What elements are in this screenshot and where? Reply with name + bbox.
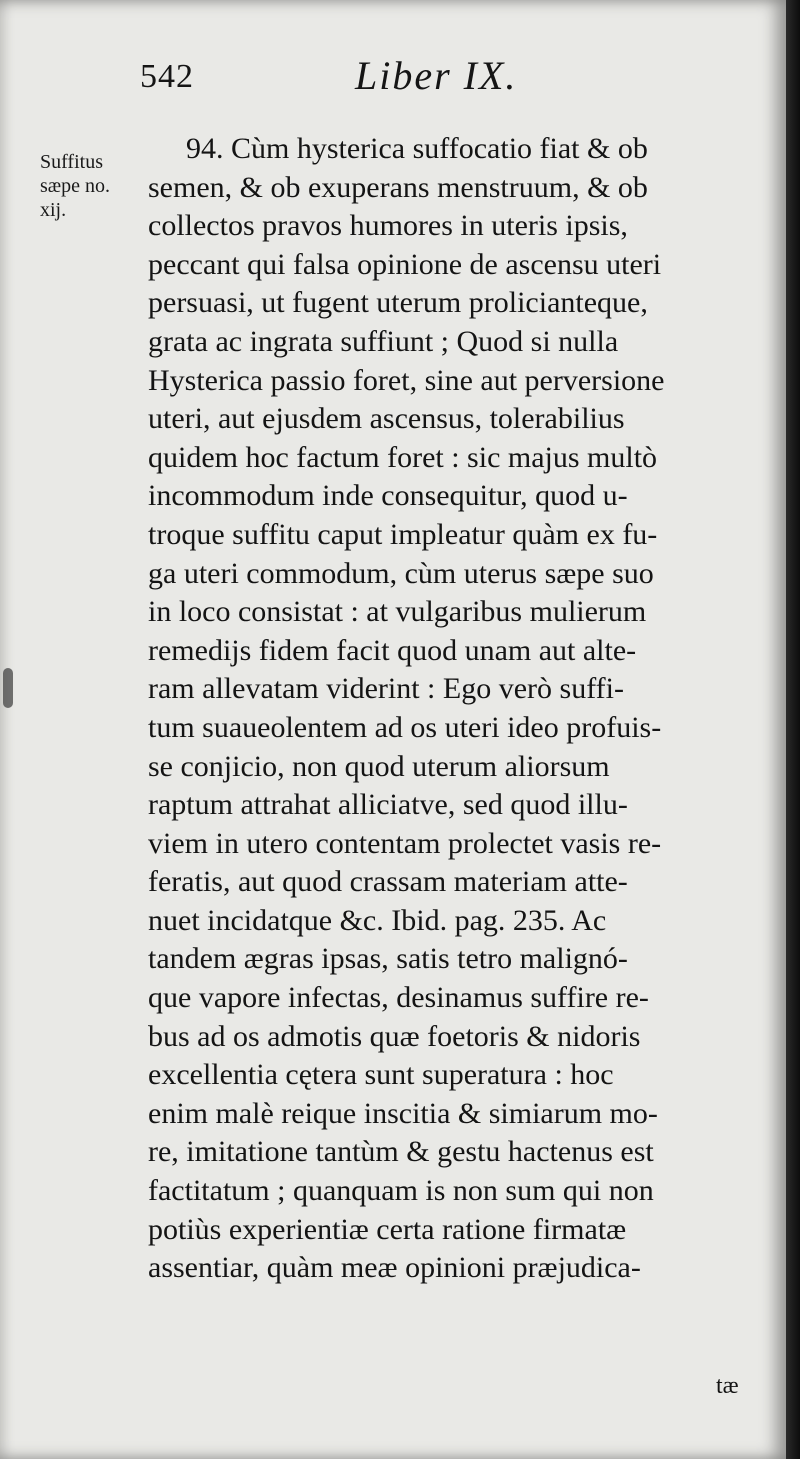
page-header xyxy=(140,52,600,112)
text-line: semen, & ob exuperans menstruum, & ob xyxy=(148,170,648,204)
text-line: assentiar, quàm meæ opinioni præjudica- xyxy=(148,1251,641,1285)
text-line: enim malè reique inscitia & simiarum mo- xyxy=(148,1096,658,1130)
text-line: remedijs fidem facit quod unam aut alte- xyxy=(148,633,637,667)
text-line: viem in utero contentam prolectet vasis re- xyxy=(148,826,662,860)
text-line: in loco consistat : at vulgaribus mulierum xyxy=(148,595,647,629)
text-line: persuasi, ut fugent uterum prolicianteque, xyxy=(148,286,648,320)
text-line: ram allevatam viderint : Ego verò suffi- xyxy=(148,672,624,706)
text-line: incommodum inde consequitur, quod u- xyxy=(148,479,628,513)
text-line: raptum attrahat alliciatve, sed quod illu- xyxy=(148,788,628,822)
text-line: potiùs experientiæ certa ratione firmatæ xyxy=(148,1212,627,1246)
text-line: 94. Cùm hysterica suffocatio fiat & ob xyxy=(186,132,648,165)
page-number: 542 xyxy=(140,58,194,95)
text-line: excellentia cętera sunt superatura : hoc xyxy=(148,1058,614,1092)
text-line: grata ac ingrata suffiunt ; Quod si nulla xyxy=(148,324,619,358)
margin-note-line: xij. xyxy=(40,199,67,221)
text-line: quidem hoc factum foret : sic majus multò xyxy=(148,440,658,474)
text-line: uteri, aut ejusdem ascensus, tolerabilius xyxy=(148,402,625,436)
text-line: troque suffitu caput impleatur quàm ex fu- xyxy=(148,517,658,551)
text-line: que vapore infectas, desinamus suffire re- xyxy=(148,981,649,1015)
text-line: Hysterica passio foret, sine aut perversione xyxy=(148,363,665,397)
text-line: peccant qui falsa opinione de ascensu uteri xyxy=(148,247,662,281)
text-line: bus ad os admotis quæ foetoris & nidoris xyxy=(148,1019,641,1053)
text-line: collectos pravos humores in uteris ipsis, xyxy=(148,209,628,243)
catchword: tæ xyxy=(716,1373,739,1399)
page-edge-shadow xyxy=(786,0,800,1459)
text-line: se conjicio, non quod uterum aliorsum xyxy=(148,749,610,783)
text-line: tandem ægras ipsas, satis tetro malignó- xyxy=(148,942,628,976)
margin-note-line: Suffitus xyxy=(40,151,103,173)
text-line: feratis, aut quod crassam materiam atte- xyxy=(148,865,628,899)
text-line: nuet incidatque &c. Ibid. pag. 235. Ac xyxy=(148,903,607,937)
body-text xyxy=(148,130,768,1288)
margin-note xyxy=(40,150,140,222)
text-line: re, imitatione tantùm & gestu hactenus est xyxy=(148,1135,654,1169)
running-head: Liber IX. xyxy=(355,53,518,98)
text-line: ga uteri commodum, cùm uterus sæpe suo xyxy=(148,556,654,590)
text-line: tum suaueolentem ad os uteri ideo profuis- xyxy=(148,710,662,744)
margin-note-line: sæpe no. xyxy=(40,175,110,197)
page-smudge xyxy=(3,668,13,708)
text-line: factitatum ; quanquam is non sum qui non xyxy=(148,1174,654,1208)
